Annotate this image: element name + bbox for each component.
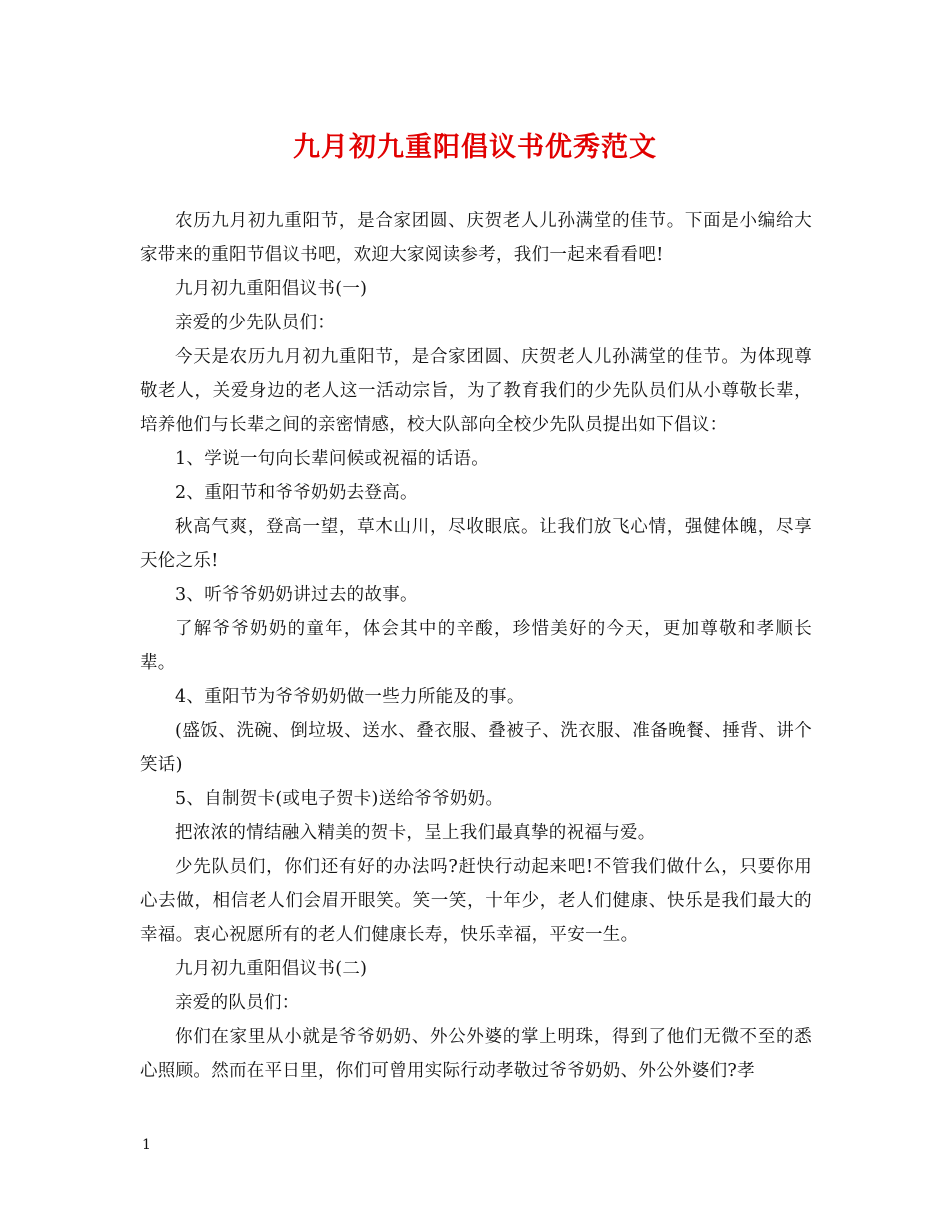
paragraph: (盛饭、洗碗、倒垃圾、送水、叠衣服、叠被子、洗衣服、准备晚餐、捶背、讲个笑话) — [140, 721, 812, 775]
list-item: 3、听爷爷奶奶讲过去的故事。 — [175, 585, 418, 605]
list-item: 5、自制贺卡(或电子贺卡)送给爷爷奶奶。 — [175, 789, 504, 809]
document-body — [140, 204, 812, 1088]
paragraph: 今天是农历九月初九重阳节，是合家团圆、庆贺老人儿孙满堂的佳节。为体现尊敬老人，关爱身边的老人这一活动宗旨，为了教育我们的少先队员们从小尊敬长辈，培养他们与长辈之间的亲密情感，校大队部向全校少先队员提出如下倡议： — [140, 347, 812, 435]
paragraph: 把浓浓的情结融入精美的贺卡，呈上我们最真挚的祝福与爱。 — [175, 823, 656, 843]
list-item: 4、重阳节为爷爷奶奶做一些力所能及的事。 — [175, 687, 525, 707]
page-number: 1 — [142, 1137, 151, 1153]
section-heading-1: 九月初九重阳倡议书(一) — [175, 279, 368, 299]
paragraph: 你们在家里从小就是爷爷奶奶、外公外婆的掌上明珠，得到了他们无微不至的悉心照顾。然而在平日里，你们可曾用实际行动孝敬过爷爷奶奶、外公外婆们?孝 — [140, 1027, 812, 1081]
list-item: 1、学说一句向长辈问候或祝福的话语。 — [175, 449, 490, 469]
paragraph: 少先队员们，你们还有好的办法吗?赶快行动起来吧!不管我们做什么，只要你用心去做，相信老人们会眉开眼笑。笑一笑，十年少，老人们健康、快乐是我们最大的幸福。衷心祝愿所有的老人们健康长寿，快乐幸福，平安一生。 — [140, 857, 812, 945]
document-title: 九月初九重阳倡议书优秀范文 — [293, 132, 657, 163]
paragraph-intro: 农历九月初九重阳节，是合家团圆、庆贺老人儿孙满堂的佳节。下面是小编给大家带来的重阳节倡议书吧，欢迎大家阅读参考，我们一起来看看吧! — [140, 211, 812, 265]
salutation-2: 亲爱的队员们： — [175, 993, 300, 1013]
paragraph: 了解爷爷奶奶的童年，体会其中的辛酸，珍惜美好的今天，更加尊敬和孝顺长辈。 — [140, 619, 812, 673]
salutation-1: 亲爱的少先队员们： — [175, 313, 336, 333]
list-item: 2、重阳节和爷爷奶奶去登高。 — [175, 483, 418, 503]
paragraph: 秋高气爽，登高一望，草木山川，尽收眼底。让我们放飞心情，强健体魄，尽享天伦之乐! — [140, 517, 812, 571]
section-heading-2: 九月初九重阳倡议书(二) — [175, 959, 368, 979]
